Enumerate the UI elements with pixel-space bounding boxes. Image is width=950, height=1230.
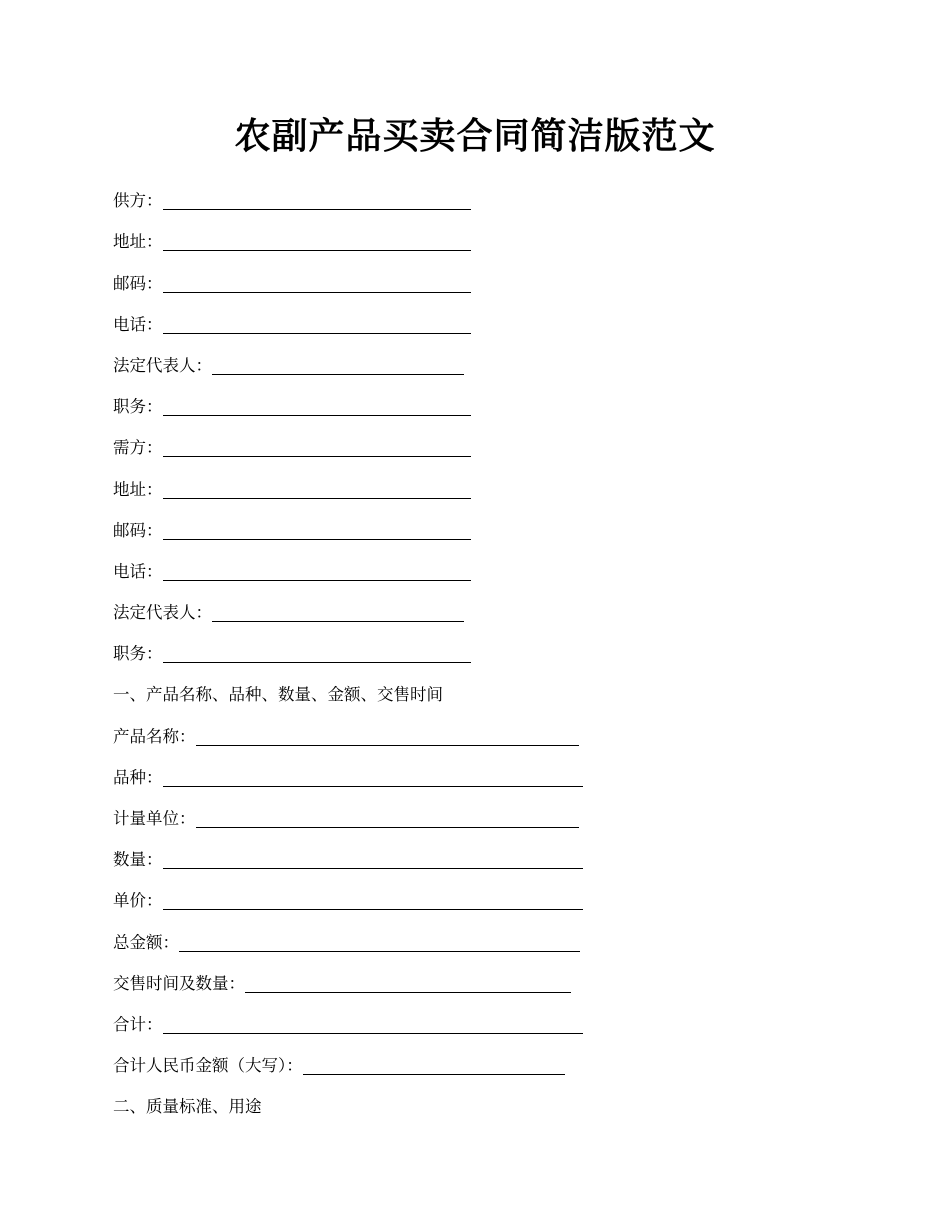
buyer-legal-rep-label: 法定代表人： bbox=[113, 603, 212, 623]
contract-form bbox=[113, 177, 833, 1124]
supplier-legal-rep-row bbox=[113, 342, 833, 383]
variety-row bbox=[113, 754, 833, 795]
unit-price-row bbox=[113, 877, 833, 918]
unit-row bbox=[113, 795, 833, 836]
buyer-position-label: 职务： bbox=[113, 644, 163, 664]
buyer-postcode-label: 邮码： bbox=[113, 520, 163, 540]
buyer-party-label: 需方： bbox=[113, 438, 163, 458]
product-name-label: 产品名称： bbox=[113, 726, 196, 746]
supplier-position-label: 职务： bbox=[113, 397, 163, 417]
supplier-party-blank[interactable] bbox=[163, 193, 471, 210]
total-amount-label: 总金额： bbox=[113, 932, 179, 952]
rmb-amount-row bbox=[113, 1042, 833, 1083]
rmb-amount-blank[interactable] bbox=[303, 1058, 565, 1075]
buyer-postcode-blank[interactable] bbox=[163, 523, 471, 540]
supplier-position-row bbox=[113, 383, 833, 424]
quantity-blank[interactable] bbox=[163, 852, 583, 869]
buyer-address-row bbox=[113, 465, 833, 506]
variety-label: 品种： bbox=[113, 767, 163, 787]
product-name-blank[interactable] bbox=[196, 729, 579, 746]
section2-heading: 二、质量标准、用途 bbox=[113, 1097, 262, 1117]
product-name-row bbox=[113, 712, 833, 753]
supplier-legal-rep-blank[interactable] bbox=[212, 358, 464, 375]
buyer-phone-label: 电话： bbox=[113, 561, 163, 581]
unit-label: 计量单位： bbox=[113, 809, 196, 828]
buyer-position-row bbox=[113, 630, 833, 671]
supplier-party-label: 供方： bbox=[113, 191, 163, 211]
supplier-postcode-label: 邮码： bbox=[113, 273, 163, 293]
unit-price-label: 单价： bbox=[113, 891, 163, 911]
supplier-party-row bbox=[113, 177, 833, 218]
sum-label: 合计： bbox=[113, 1014, 163, 1034]
buyer-phone-blank[interactable] bbox=[163, 564, 471, 581]
supplier-position-blank[interactable] bbox=[163, 399, 471, 416]
buyer-party-row bbox=[113, 424, 833, 465]
variety-blank[interactable] bbox=[163, 770, 583, 787]
supplier-address-blank[interactable] bbox=[163, 234, 471, 251]
section1-heading-row bbox=[113, 671, 833, 712]
section1-heading: 一、产品名称、品种、数量、金额、交售时间 bbox=[113, 685, 443, 705]
quantity-row bbox=[113, 836, 833, 877]
supplier-phone-label: 电话： bbox=[113, 314, 163, 334]
supplier-phone-blank[interactable] bbox=[163, 317, 471, 334]
supplier-postcode-row bbox=[113, 259, 833, 300]
buyer-legal-rep-blank[interactable] bbox=[212, 605, 464, 622]
buyer-phone-row bbox=[113, 548, 833, 589]
sum-row bbox=[113, 1001, 833, 1042]
supplier-address-row bbox=[113, 218, 833, 259]
rmb-amount-label: 合计人民币金额（大写）： bbox=[113, 1056, 303, 1076]
quantity-label: 数量： bbox=[113, 850, 163, 870]
total-amount-blank[interactable] bbox=[179, 935, 580, 952]
sum-blank[interactable] bbox=[163, 1017, 583, 1034]
document-title: 农副产品买卖合同简洁版范文 bbox=[234, 115, 716, 157]
buyer-legal-rep-row bbox=[113, 589, 833, 630]
unit-price-blank[interactable] bbox=[163, 893, 583, 910]
buyer-address-label: 地址： bbox=[113, 479, 163, 499]
supplier-phone-row bbox=[113, 301, 833, 342]
buyer-position-blank[interactable] bbox=[163, 646, 471, 663]
section2-heading-row bbox=[113, 1083, 833, 1124]
unit-blank[interactable] bbox=[196, 811, 579, 828]
supplier-legal-rep-label: 法定代表人： bbox=[113, 355, 212, 375]
supplier-postcode-blank[interactable] bbox=[163, 276, 471, 293]
supplier-address-label: 地址： bbox=[113, 232, 163, 252]
total-amount-row bbox=[113, 918, 833, 959]
buyer-postcode-row bbox=[113, 507, 833, 548]
buyer-party-blank[interactable] bbox=[163, 440, 471, 457]
delivery-time-label: 交售时间及数量： bbox=[113, 973, 245, 993]
delivery-time-row bbox=[113, 960, 833, 1001]
buyer-address-blank[interactable] bbox=[163, 482, 471, 499]
delivery-time-blank[interactable] bbox=[245, 976, 571, 993]
